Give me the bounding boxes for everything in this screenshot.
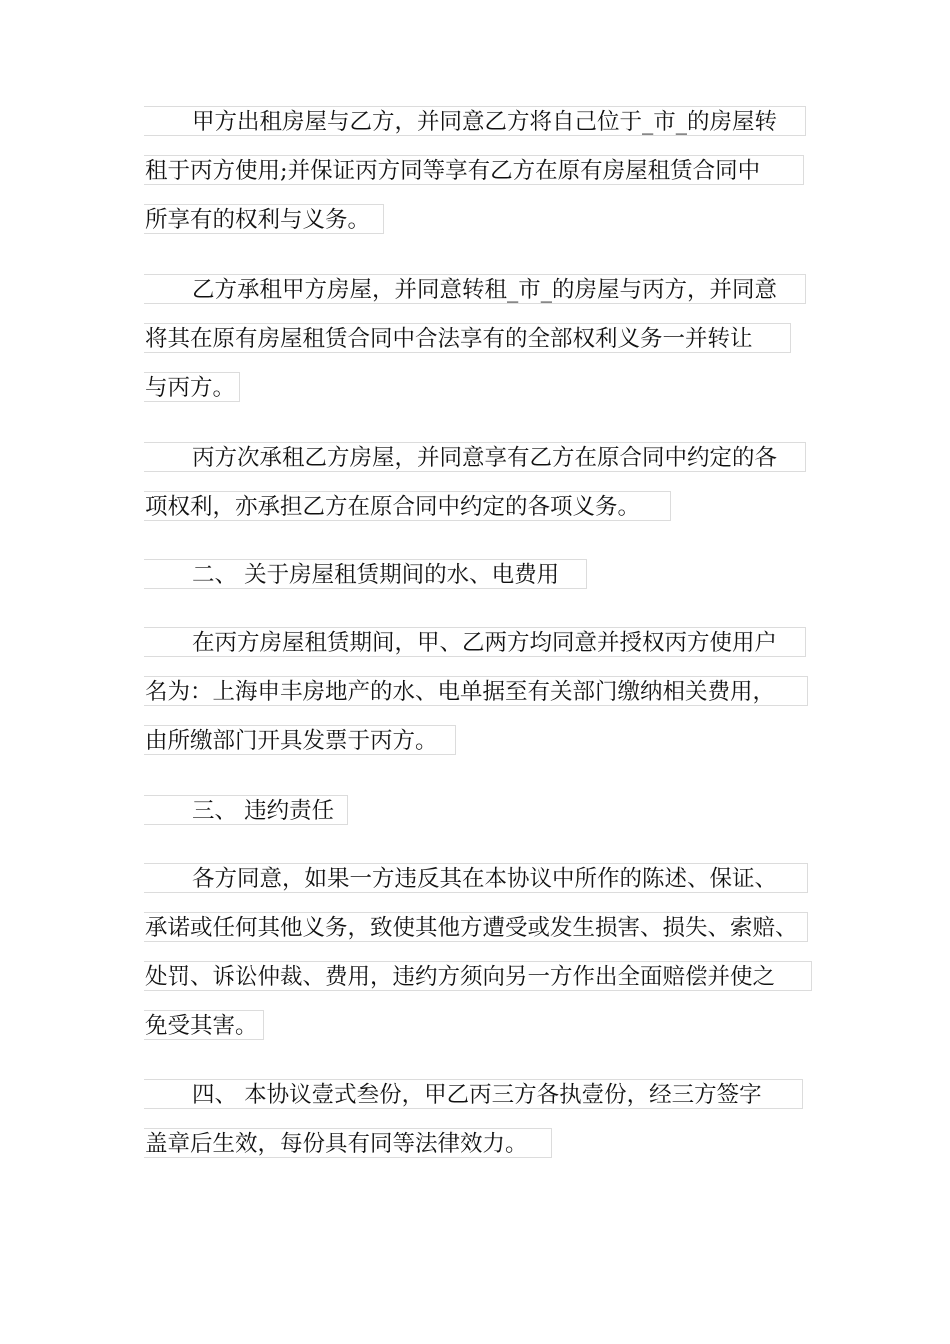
- heading-text: 二、 关于房屋租赁期间的水、电费用: [192, 562, 560, 588]
- paragraph-3-line-1: [144, 442, 806, 472]
- paragraph-2-line-3: [144, 372, 240, 402]
- text-line: 项权利，亦承担乙方在原合同中约定的各项义务。: [145, 494, 641, 520]
- text-line: 免受其害。: [145, 1013, 258, 1039]
- paragraph-7-line-3: [144, 961, 812, 991]
- paragraph-3-line-2: [144, 491, 671, 521]
- section-4-line-2: [144, 1128, 552, 1158]
- heading-text: 三、 违约责任: [192, 798, 335, 824]
- paragraph-7-line-2: [144, 912, 808, 942]
- paragraph-2-line-1: [144, 274, 806, 304]
- paragraph-2-line-2: [144, 323, 791, 353]
- section-2-heading: [144, 559, 587, 589]
- paragraph-5-line-3: [144, 725, 456, 755]
- paragraph-7-line-4: [144, 1010, 264, 1040]
- paragraph-5-line-2: [144, 676, 808, 706]
- section-3-heading: [144, 795, 348, 825]
- text-line: 租于丙方使用;并保证丙方同等享有乙方在原有房屋租赁合同中: [145, 158, 761, 184]
- paragraph-5-line-1: [144, 627, 806, 657]
- text-line: 丙方次承租乙方房屋，并同意享有乙方在原合同中约定的各: [192, 445, 778, 471]
- text-line: 与丙方。: [145, 375, 236, 401]
- text-line: 承诺或任何其他义务，致使其他方遭受或发生损害、损失、索赔、: [145, 915, 798, 941]
- text-line: 盖章后生效，每份具有同等法律效力。: [145, 1131, 528, 1157]
- text-line: 所享有的权利与义务。: [145, 207, 371, 233]
- text-line: 名为：上海申丰房地产的水、电单据至有关部门缴纳相关费用，: [145, 679, 776, 705]
- paragraph-1-line-2: [144, 155, 804, 185]
- paragraph-7-line-1: [144, 863, 808, 893]
- paragraph-1-line-3: [144, 204, 384, 234]
- paragraph-1-line-1: [144, 106, 806, 136]
- text-line: 各方同意，如果一方违反其在本协议中所作的陈述、保证、: [192, 866, 778, 892]
- text-line: 在丙方房屋租赁期间，甲、乙两方均同意并授权丙方使用户: [192, 630, 778, 656]
- text-line: 将其在原有房屋租赁合同中合法享有的全部权利义务一并转让: [145, 326, 753, 352]
- text-line: 处罚、诉讼仲裁、费用，违约方须向另一方作出全面赔偿并使之: [145, 964, 776, 990]
- text-line: 四、 本协议壹式叁份，甲乙丙三方各执壹份，经三方签字: [192, 1082, 762, 1108]
- text-line: 由所缴部门开具发票于丙方。: [145, 728, 438, 754]
- text-line: 乙方承租甲方房屋，并同意转租_市_的房屋与丙方，并同意: [192, 277, 778, 303]
- section-4-line-1: [144, 1079, 803, 1109]
- text-line: 甲方出租房屋与乙方，并同意乙方将自己位于_市_的房屋转: [192, 109, 778, 135]
